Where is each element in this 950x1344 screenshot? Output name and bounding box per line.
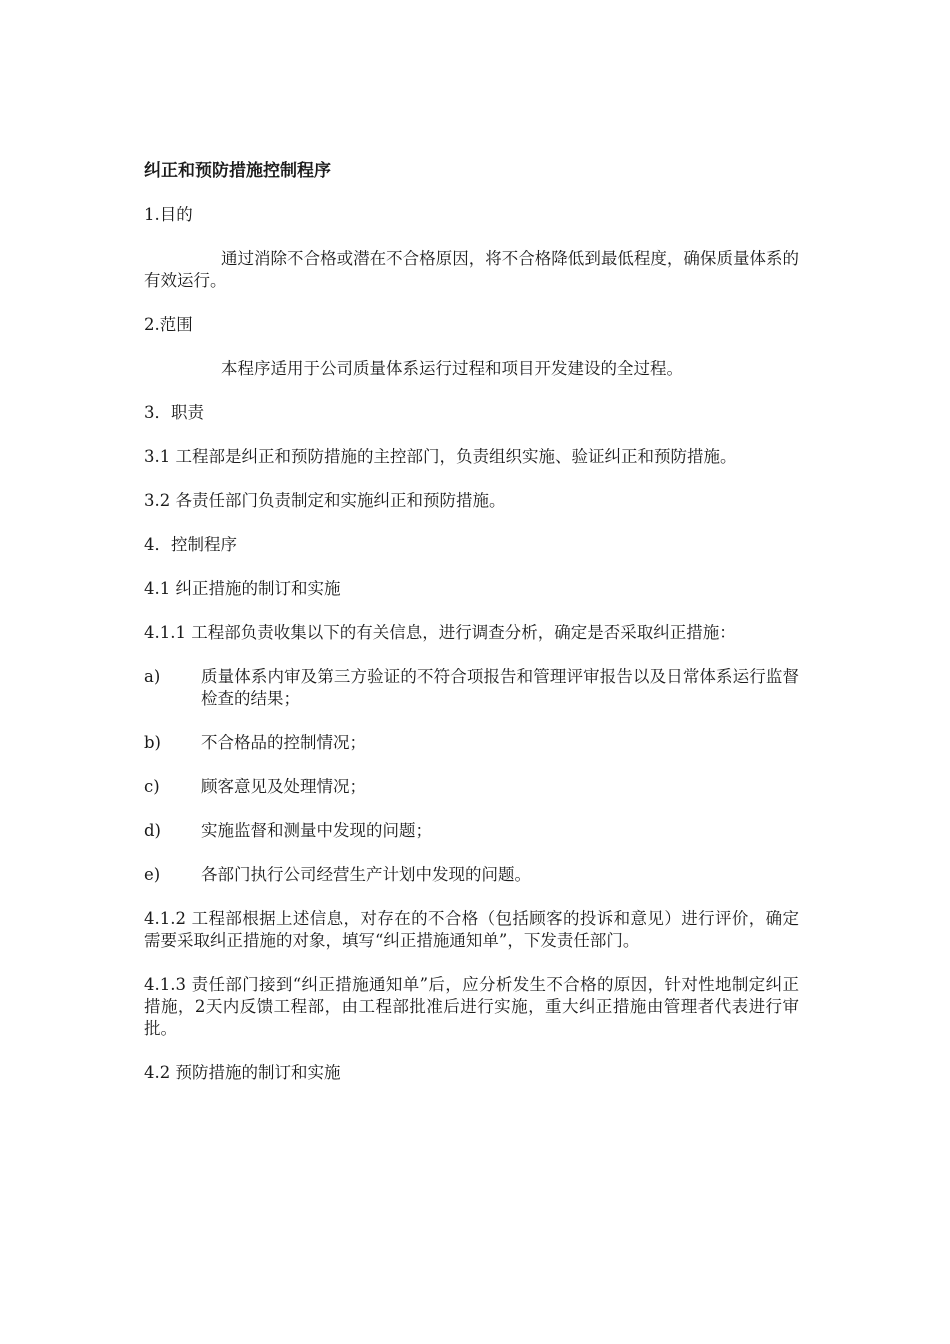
section-3-heading: 3．职责 xyxy=(144,403,204,422)
section-4-1-2: 4.1.2 工程部根据上述信息，对存在的不合格（包括顾客的投诉和意见）进行评价，确定需要采取纠正措施的对象，填写“纠正措施通知单”，下发责任部门。 xyxy=(144,909,799,950)
list-item-marker: e) xyxy=(144,865,161,884)
list-item-marker: a) xyxy=(144,667,161,686)
section-4-1-1: 4.1.1 工程部负责收集以下的有关信息，进行调查分析，确定是否采取纠正措施： xyxy=(144,623,736,642)
list-item-text: 不合格品的控制情况； xyxy=(201,733,366,752)
section-2-body: 本程序适用于公司质量体系运行过程和项目开发建设的全过程。 xyxy=(221,359,683,378)
list-item-text: 顾客意见及处理情况； xyxy=(201,777,366,796)
section-3-1: 3.1 工程部是纠正和预防措施的主控部门，负责组织实施、验证纠正和预防措施。 xyxy=(144,447,737,466)
list-item xyxy=(144,820,799,842)
document-page xyxy=(144,160,799,1106)
list-item-text: 实施监督和测量中发现的问题； xyxy=(201,821,432,840)
section-2-heading: 2.范围 xyxy=(144,315,193,334)
section-3-2: 3.2 各责任部门负责制定和实施纠正和预防措施。 xyxy=(144,491,506,510)
document-title: 纠正和预防措施控制程序 xyxy=(144,161,331,181)
list-item xyxy=(144,864,799,886)
list-item-text: 质量体系内审及第三方验证的不符合项报告和管理评审报告以及日常体系运行监督检查的结果； xyxy=(201,667,799,708)
section-4-1-3: 4.1.3 责任部门接到“纠正措施通知单”后，应分析发生不合格的原因，针对性地制定纠正措施，2天内反馈工程部，由工程部批准后进行实施，重大纠正措施由管理者代表进行审批。 xyxy=(144,975,799,1038)
list-item xyxy=(144,776,799,798)
list-item xyxy=(144,666,799,710)
section-1-heading: 1.目的 xyxy=(144,205,193,224)
section-1-body: 通过消除不合格或潜在不合格原因，将不合格降低到最低程度，确保质量体系的有效运行。 xyxy=(144,249,799,290)
list-item xyxy=(144,732,799,754)
list-item-marker: c) xyxy=(144,777,160,796)
section-4-heading: 4．控制程序 xyxy=(144,535,237,554)
list-item-text: 各部门执行公司经营生产计划中发现的问题。 xyxy=(201,865,531,884)
section-4-1: 4.1 纠正措施的制订和实施 xyxy=(144,579,341,598)
list-item-marker: d) xyxy=(144,821,161,840)
section-4-2: 4.2 预防措施的制订和实施 xyxy=(144,1063,341,1082)
list-item-marker: b) xyxy=(144,733,161,752)
